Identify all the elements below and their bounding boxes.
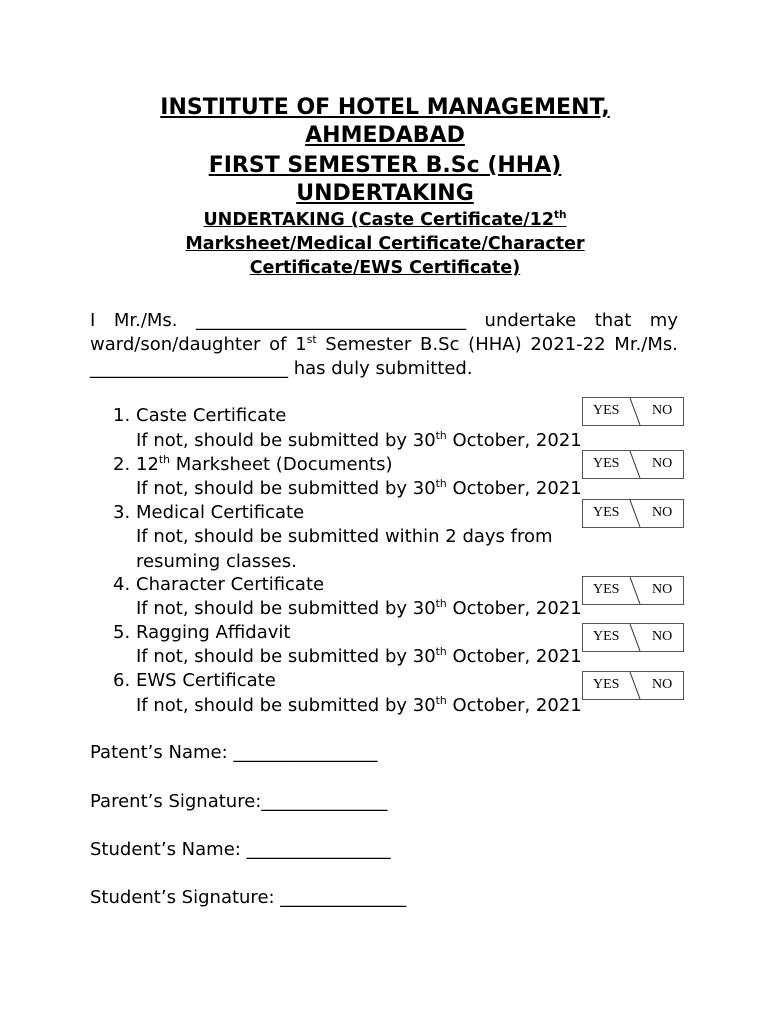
yes-no-box[interactable] [582, 671, 684, 700]
subtitle-line-1: UNDERTAKING (Caste Certificate/12th [203, 209, 567, 230]
item-number: 6. [113, 670, 131, 691]
divider-slash [629, 672, 641, 699]
yes-option[interactable]: YES [593, 677, 620, 692]
no-option[interactable]: NO [652, 582, 673, 597]
divider-slash [629, 451, 641, 478]
item-title: Medical Certificate [136, 502, 305, 523]
item-note: If not, should be submitted by 30th October, 2021 [136, 597, 582, 619]
intro-paragraph: I Mr./Ms. ______________________________ undertake that my ward/son/daughter of 1st Semester B.Sc (HHA) 2021-22 Mr./Ms. ______________________ has duly submitted. [90, 310, 678, 379]
no-option[interactable]: NO [652, 403, 673, 418]
item-note: If not, should be submitted by 30th October, 2021 [136, 694, 582, 716]
item-title: Ragging Affidavit [136, 622, 291, 643]
subtitle-line-3: Certificate/EWS Certificate) [249, 258, 521, 278]
item-title: EWS Certificate [136, 670, 276, 691]
parent-signature-field[interactable]: Parent’s Signature:______________ [90, 791, 388, 812]
semester-title: FIRST SEMESTER B.Sc (HHA) [208, 153, 562, 178]
yes-option[interactable]: YES [593, 403, 620, 418]
patent-name-field[interactable]: Patent’s Name: ________________ [90, 742, 378, 763]
item-number: 1. [113, 405, 131, 426]
subtitle-line-2: Marksheet/Medical Certificate/Character [185, 234, 585, 254]
no-option[interactable]: NO [652, 677, 673, 692]
item-title: Caste Certificate [136, 405, 287, 426]
divider-slash [629, 624, 641, 651]
yes-option[interactable]: YES [593, 456, 620, 471]
undertaking-title: UNDERTAKING [296, 181, 474, 206]
student-name-field[interactable]: Student’s Name: ________________ [90, 839, 391, 860]
item-number: 2. [113, 454, 131, 475]
item-title: Character Certificate [136, 574, 325, 595]
item-note-cont: resuming classes. [136, 551, 297, 572]
yes-option[interactable]: YES [593, 505, 620, 520]
item-note: If not, should be submitted by 30th October, 2021 [136, 429, 582, 451]
item-title: 12th Marksheet (Documents) [136, 453, 393, 475]
no-option[interactable]: NO [652, 505, 673, 520]
student-signature-field[interactable]: Student’s Signature: ______________ [90, 887, 407, 908]
institute-city: AHMEDABAD [305, 123, 465, 148]
item-number: 5. [113, 622, 131, 643]
divider-slash [629, 398, 641, 425]
divider-slash [629, 500, 641, 527]
yes-option[interactable]: YES [593, 629, 620, 644]
yes-no-box[interactable] [582, 499, 684, 528]
item-note: If not, should be submitted within 2 days from [136, 526, 553, 547]
institute-title: INSTITUTE OF HOTEL MANAGEMENT, [160, 95, 610, 120]
yes-no-box[interactable] [582, 576, 684, 605]
yes-no-box[interactable] [582, 397, 684, 426]
divider-slash [629, 577, 641, 604]
yes-no-box[interactable] [582, 623, 684, 652]
yes-no-box[interactable] [582, 450, 684, 479]
no-option[interactable]: NO [652, 456, 673, 471]
no-option[interactable]: NO [652, 629, 673, 644]
item-number: 4. [113, 574, 131, 595]
item-note: If not, should be submitted by 30th October, 2021 [136, 477, 582, 499]
yes-option[interactable]: YES [593, 582, 620, 597]
item-note: If not, should be submitted by 30th October, 2021 [136, 645, 582, 667]
item-number: 3. [113, 502, 131, 523]
